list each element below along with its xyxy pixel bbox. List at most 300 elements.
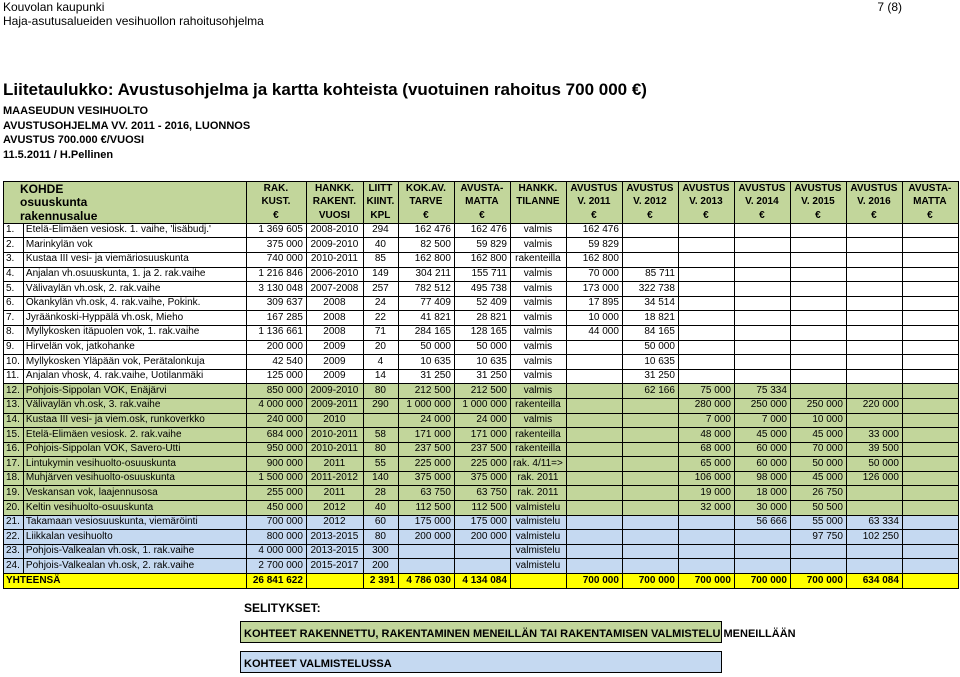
table-cell: 1 000 000 <box>398 398 454 413</box>
table-cell <box>566 413 622 428</box>
project-name-cell: Pohjois-Valkealan vh.osk, 2. rak.vaihe <box>23 559 246 574</box>
header-cell: V. 2012 <box>622 196 678 210</box>
header-cell: € <box>846 209 902 223</box>
table-cell <box>790 252 846 267</box>
table-cell <box>902 471 958 486</box>
project-name-cell: Myllykosken itäpuolen vok, 1. rak.vaihe <box>23 325 246 340</box>
total-cell: 26 841 622 <box>246 574 306 589</box>
table-cell <box>846 355 902 370</box>
table-cell: valmis <box>510 369 566 384</box>
table-cell <box>622 252 678 267</box>
table-cell <box>846 384 902 399</box>
table-cell: 45 000 <box>790 471 846 486</box>
table-cell <box>902 515 958 530</box>
header-cell: AVUSTUS <box>566 182 622 196</box>
header-row <box>4 196 959 210</box>
table-cell: 2008 <box>306 296 363 311</box>
header-cell: € <box>790 209 846 223</box>
page-title: Liitetaulukko: Avustusohjelma ja kartta kohteista (vuotuinen rahoitus 700 000 €) <box>3 80 647 99</box>
table-cell <box>678 559 734 574</box>
table-cell: 1 216 846 <box>246 267 306 282</box>
table-cell: 375 000 <box>246 238 306 253</box>
table-cell: 102 250 <box>846 530 902 545</box>
header-cell: MATTA <box>454 196 510 210</box>
table-cell: 30 000 <box>734 501 790 516</box>
table-cell: 20 <box>363 340 398 355</box>
table-cell: 304 211 <box>398 267 454 282</box>
project-name-cell: Kustaa III vesi- ja viem.osk, runkoverkko <box>23 413 246 428</box>
table-cell: valmistelu <box>510 544 566 559</box>
table-cell: 2009 <box>306 340 363 355</box>
table-cell: 2009-2010 <box>306 238 363 253</box>
table-cell: 175 000 <box>454 515 510 530</box>
header-cell: TARVE <box>398 196 454 210</box>
total-cell: 634 084 <box>846 574 902 589</box>
table-cell <box>678 238 734 253</box>
table-cell: 33 000 <box>846 428 902 443</box>
table-cell <box>902 544 958 559</box>
legend-text-built: KOHTEET RAKENNETTU, RAKENTAMINEN MENEILLÄN TAI RAKENTAMISEN VALMISTELU MENEILLÄÄN <box>244 628 796 640</box>
table-cell <box>622 457 678 472</box>
table-cell: 17. <box>4 457 24 472</box>
total-cell <box>306 574 363 589</box>
table-cell <box>678 340 734 355</box>
table-cell: 39 500 <box>846 442 902 457</box>
table-row <box>4 252 959 267</box>
table-cell: 82 500 <box>398 238 454 253</box>
table-cell: 162 476 <box>398 223 454 238</box>
table-cell: 10 000 <box>790 413 846 428</box>
table-cell <box>622 223 678 238</box>
table-cell: 2012 <box>306 501 363 516</box>
table-cell: 24. <box>4 559 24 574</box>
table-cell <box>678 515 734 530</box>
header-cell: AVUSTUS <box>846 182 902 196</box>
header-cell: € <box>902 209 958 223</box>
table-cell: 290 <box>363 398 398 413</box>
table-cell: 2008 <box>306 325 363 340</box>
table-cell: rakenteilla <box>510 398 566 413</box>
table-cell: 850 000 <box>246 384 306 399</box>
table-cell: 2013-2015 <box>306 544 363 559</box>
table-row <box>4 325 959 340</box>
table-cell: 2010-2011 <box>306 252 363 267</box>
table-cell: valmistelu <box>510 559 566 574</box>
table-cell: 31 250 <box>454 369 510 384</box>
table-cell: 162 476 <box>454 223 510 238</box>
table-cell <box>566 340 622 355</box>
table-cell: 10 000 <box>566 311 622 326</box>
subsidy-program-table <box>3 181 959 589</box>
header-cell: LIITT <box>363 182 398 196</box>
table-cell: 2006-2010 <box>306 267 363 282</box>
table-cell <box>622 471 678 486</box>
table-cell <box>902 413 958 428</box>
project-name-cell: Pohjois-Sippolan VOK, Savero-Utti <box>23 442 246 457</box>
table-cell: 8. <box>4 325 24 340</box>
table-cell <box>566 384 622 399</box>
project-name-cell: Anjalan vhosk, 4. rak.vaihe, Uotilanmäki <box>23 369 246 384</box>
table-cell: 4. <box>4 267 24 282</box>
table-cell: 12. <box>4 384 24 399</box>
table-cell <box>622 559 678 574</box>
table-cell: 1 136 661 <box>246 325 306 340</box>
table-cell: rak. 2011 <box>510 471 566 486</box>
meta-line: 11.5.2011 / H.Pellinen <box>3 148 114 161</box>
table-cell <box>902 384 958 399</box>
table-cell <box>902 501 958 516</box>
table-cell: 900 000 <box>246 457 306 472</box>
table-cell: 80 <box>363 442 398 457</box>
table-cell <box>902 311 958 326</box>
table-cell <box>790 369 846 384</box>
table-cell <box>734 238 790 253</box>
table-cell <box>790 238 846 253</box>
header-cell: KOHDE <box>4 182 247 196</box>
table-cell: 44 000 <box>566 325 622 340</box>
table-cell <box>846 501 902 516</box>
table-cell: 10 635 <box>398 355 454 370</box>
table-cell <box>566 501 622 516</box>
table-cell: 2009-2010 <box>306 384 363 399</box>
table-cell <box>790 282 846 297</box>
table-cell <box>902 325 958 340</box>
table-cell: 58 <box>363 428 398 443</box>
table-cell <box>566 457 622 472</box>
table-cell: 3. <box>4 252 24 267</box>
table-cell <box>734 559 790 574</box>
meta-line: AVUSTUSOHJELMA VV. 2011 - 2016, LUONNOS <box>3 119 251 132</box>
table-cell <box>790 267 846 282</box>
table-cell: 162 800 <box>454 252 510 267</box>
project-name-cell: Takamaan vesiosuuskunta, viemäröinti <box>23 515 246 530</box>
table-cell: rakenteilla <box>510 428 566 443</box>
table-cell: 15. <box>4 428 24 443</box>
table-cell: 50 500 <box>790 501 846 516</box>
table-cell: 19 000 <box>678 486 734 501</box>
table-cell <box>734 340 790 355</box>
table-cell: valmis <box>510 282 566 297</box>
header-row <box>4 209 959 223</box>
table-cell <box>790 325 846 340</box>
table-cell: 7 000 <box>734 413 790 428</box>
table-cell: 63 334 <box>846 515 902 530</box>
table-cell <box>902 398 958 413</box>
table-cell <box>790 223 846 238</box>
table-cell: 1. <box>4 223 24 238</box>
table-cell: 2011 <box>306 457 363 472</box>
table-cell: 70 000 <box>566 267 622 282</box>
header-cell: V. 2013 <box>678 196 734 210</box>
table-cell: 10 635 <box>622 355 678 370</box>
table-cell: valmis <box>510 384 566 399</box>
header-cell: AVUSTUS <box>622 182 678 196</box>
table-cell: 18 821 <box>622 311 678 326</box>
project-name-cell: Lintukymin vesihuolto-osuuskunta <box>23 457 246 472</box>
table-cell: 495 738 <box>454 282 510 297</box>
table-cell <box>902 369 958 384</box>
project-name-cell: Keltin vesihuolto-osuuskunta <box>23 501 246 516</box>
table-cell <box>734 544 790 559</box>
table-cell <box>790 559 846 574</box>
table-row <box>4 471 959 486</box>
header-cell: KOK.AV. <box>398 182 454 196</box>
table-cell: 2011-2012 <box>306 471 363 486</box>
table-cell <box>678 267 734 282</box>
table-row <box>4 530 959 545</box>
table-cell: 1 000 000 <box>454 398 510 413</box>
legend-title: SELITYKSET: <box>244 601 321 615</box>
project-name-cell: Pohjois-Valkealan vh.osk, 1. rak.vaihe <box>23 544 246 559</box>
page-number: 7 (8) <box>877 0 902 14</box>
table-row <box>4 238 959 253</box>
table-cell: 85 <box>363 252 398 267</box>
table-cell: 2008-2010 <box>306 223 363 238</box>
table-row <box>4 501 959 516</box>
table-cell: 41 821 <box>398 311 454 326</box>
table-cell: 2010 <box>306 413 363 428</box>
table-cell: 240 000 <box>246 413 306 428</box>
header-cell: V. 2011 <box>566 196 622 210</box>
header-cell: AVUSTUS <box>790 182 846 196</box>
table-cell: 1 369 605 <box>246 223 306 238</box>
table-cell <box>790 340 846 355</box>
table-cell: 26 750 <box>790 486 846 501</box>
table-cell <box>846 282 902 297</box>
table-cell: 85 711 <box>622 267 678 282</box>
table-cell: 684 000 <box>246 428 306 443</box>
project-name-cell: Anjalan vh.osuuskunta, 1. ja 2. rak.vaihe <box>23 267 246 282</box>
header-cell: RAK. <box>246 182 306 196</box>
table-cell <box>902 530 958 545</box>
table-cell <box>566 369 622 384</box>
table-cell <box>622 530 678 545</box>
table-cell: 300 <box>363 544 398 559</box>
project-name-cell: Etelä-Elimäen vesiosk. 1. vaihe, 'lisäbudj.' <box>23 223 246 238</box>
header-row <box>4 182 959 196</box>
table-cell: 4 000 000 <box>246 544 306 559</box>
header-cell: € <box>454 209 510 223</box>
table-cell: 11. <box>4 369 24 384</box>
total-cell: 700 000 <box>734 574 790 589</box>
table-cell: 2. <box>4 238 24 253</box>
table-cell: 50 000 <box>398 340 454 355</box>
table-cell: 112 500 <box>454 501 510 516</box>
table-cell: 10 635 <box>454 355 510 370</box>
table-cell: 782 512 <box>398 282 454 297</box>
project-name-cell: Muhjärven vesihuolto-osuuskunta <box>23 471 246 486</box>
header-cell: TILANNE <box>510 196 566 210</box>
table-cell: 55 <box>363 457 398 472</box>
header-cell: KPL <box>363 209 398 223</box>
table-cell: 1 500 000 <box>246 471 306 486</box>
table-cell: 52 409 <box>454 296 510 311</box>
header-cell: AVUSTA- <box>902 182 958 196</box>
table-row <box>4 311 959 326</box>
table-cell <box>846 252 902 267</box>
table-cell: valmis <box>510 296 566 311</box>
table-cell: 63 750 <box>454 486 510 501</box>
table-cell: 55 000 <box>790 515 846 530</box>
total-cell: 700 000 <box>566 574 622 589</box>
table-cell <box>566 398 622 413</box>
table-cell: 60 <box>363 515 398 530</box>
project-name-cell: Etelä-Elimäen vesiosk. 2. rak.vaihe <box>23 428 246 443</box>
table-cell: 237 500 <box>398 442 454 457</box>
table-cell: 450 000 <box>246 501 306 516</box>
table-cell: 10. <box>4 355 24 370</box>
table-cell: 7 000 <box>678 413 734 428</box>
table-cell <box>622 442 678 457</box>
table-cell: 71 <box>363 325 398 340</box>
table-cell: rakenteilla <box>510 442 566 457</box>
table-cell: 59 829 <box>566 238 622 253</box>
table-cell: valmis <box>510 311 566 326</box>
meta-line: MAASEUDUN VESIHUOLTO <box>3 105 149 117</box>
table-row <box>4 355 959 370</box>
table-cell: valmistelu <box>510 515 566 530</box>
table-cell: 322 738 <box>622 282 678 297</box>
table-row <box>4 457 959 472</box>
total-cell: 4 134 084 <box>454 574 510 589</box>
table-cell: 6. <box>4 296 24 311</box>
header-cell: RAKENT. <box>306 196 363 210</box>
table-row <box>4 296 959 311</box>
table-cell: 112 500 <box>398 501 454 516</box>
table-cell: 173 000 <box>566 282 622 297</box>
table-cell: 162 800 <box>398 252 454 267</box>
table-cell: valmis <box>510 267 566 282</box>
table-cell: 2012 <box>306 515 363 530</box>
table-row <box>4 398 959 413</box>
table-cell: 250 000 <box>790 398 846 413</box>
table-row <box>4 340 959 355</box>
table-cell: 167 285 <box>246 311 306 326</box>
table-row <box>4 223 959 238</box>
table-cell: 23. <box>4 544 24 559</box>
table-cell: 162 800 <box>566 252 622 267</box>
table-cell: 62 166 <box>622 384 678 399</box>
table-cell: 20. <box>4 501 24 516</box>
total-cell: 700 000 <box>622 574 678 589</box>
table-cell <box>363 413 398 428</box>
table-cell: 70 000 <box>790 442 846 457</box>
table-cell: 126 000 <box>846 471 902 486</box>
table-cell <box>566 515 622 530</box>
table-cell <box>622 486 678 501</box>
table-cell: 17 895 <box>566 296 622 311</box>
table-cell: 250 000 <box>734 398 790 413</box>
table-cell: 48 000 <box>678 428 734 443</box>
table-cell <box>734 267 790 282</box>
table-cell: 19. <box>4 486 24 501</box>
table-cell: 16. <box>4 442 24 457</box>
total-cell: 700 000 <box>678 574 734 589</box>
table-cell <box>846 486 902 501</box>
table-cell: 140 <box>363 471 398 486</box>
organization-name: Kouvolan kaupunki <box>3 0 105 14</box>
table-cell: 24 <box>363 296 398 311</box>
table-cell: 171 000 <box>398 428 454 443</box>
header-cell: rakennusalue <box>4 209 247 223</box>
table-cell: 2008 <box>306 311 363 326</box>
table-cell: 700 000 <box>246 515 306 530</box>
total-cell <box>902 574 958 589</box>
total-label: YHTEENSÄ <box>4 574 247 589</box>
header-cell: KIINT. <box>363 196 398 210</box>
table-cell: 50 000 <box>622 340 678 355</box>
table-cell <box>734 252 790 267</box>
table-cell <box>790 355 846 370</box>
table-cell: 28 821 <box>454 311 510 326</box>
table-cell: 77 409 <box>398 296 454 311</box>
table-cell <box>846 267 902 282</box>
table-cell <box>790 311 846 326</box>
table-row <box>4 515 959 530</box>
table-cell: 4 <box>363 355 398 370</box>
header-cell <box>510 209 566 223</box>
project-name-cell: Jyräänkoski-Hyppälä vh.osk, Mieho <box>23 311 246 326</box>
table-cell: 50 000 <box>846 457 902 472</box>
table-cell: 7. <box>4 311 24 326</box>
meta-line: AVUSTUS 700.000 €/VUOSI <box>3 134 145 146</box>
table-cell: 40 <box>363 501 398 516</box>
table-cell: 4 000 000 <box>246 398 306 413</box>
table-cell: 60 000 <box>734 457 790 472</box>
table-cell: 212 500 <box>454 384 510 399</box>
table-cell: 294 <box>363 223 398 238</box>
table-cell: 80 <box>363 530 398 545</box>
table-cell: valmis <box>510 413 566 428</box>
table-cell <box>902 296 958 311</box>
table-cell: 22. <box>4 530 24 545</box>
table-row <box>4 267 959 282</box>
table-cell <box>846 311 902 326</box>
header-cell: AVUSTUS <box>678 182 734 196</box>
table-cell: 2009 <box>306 355 363 370</box>
table-row <box>4 282 959 297</box>
table-cell: 284 165 <box>398 325 454 340</box>
table-row <box>4 413 959 428</box>
table-cell: 280 000 <box>678 398 734 413</box>
table-cell: 22 <box>363 311 398 326</box>
table-cell <box>846 413 902 428</box>
project-name-cell: Hirvelän vok, jatkohanke <box>23 340 246 355</box>
table-cell <box>902 355 958 370</box>
table-cell: 200 <box>363 559 398 574</box>
table-cell: valmis <box>510 223 566 238</box>
project-name-cell: Välivaylän vh.osk, 2. rak.vaihe <box>23 282 246 297</box>
table-cell <box>734 530 790 545</box>
table-row <box>4 442 959 457</box>
table-cell <box>566 355 622 370</box>
table-row <box>4 369 959 384</box>
header-cell: HANKK. <box>306 182 363 196</box>
table-cell: 32 000 <box>678 501 734 516</box>
table-cell: 24 000 <box>454 413 510 428</box>
header-cell: AVUSTA- <box>454 182 510 196</box>
table-cell <box>734 325 790 340</box>
table-cell: 65 000 <box>678 457 734 472</box>
table-cell: 2009 <box>306 369 363 384</box>
table-row <box>4 384 959 399</box>
table-cell: 237 500 <box>454 442 510 457</box>
table-cell: 149 <box>363 267 398 282</box>
table-cell: 155 711 <box>454 267 510 282</box>
header-cell: V. 2016 <box>846 196 902 210</box>
table-cell <box>734 369 790 384</box>
table-cell <box>846 544 902 559</box>
